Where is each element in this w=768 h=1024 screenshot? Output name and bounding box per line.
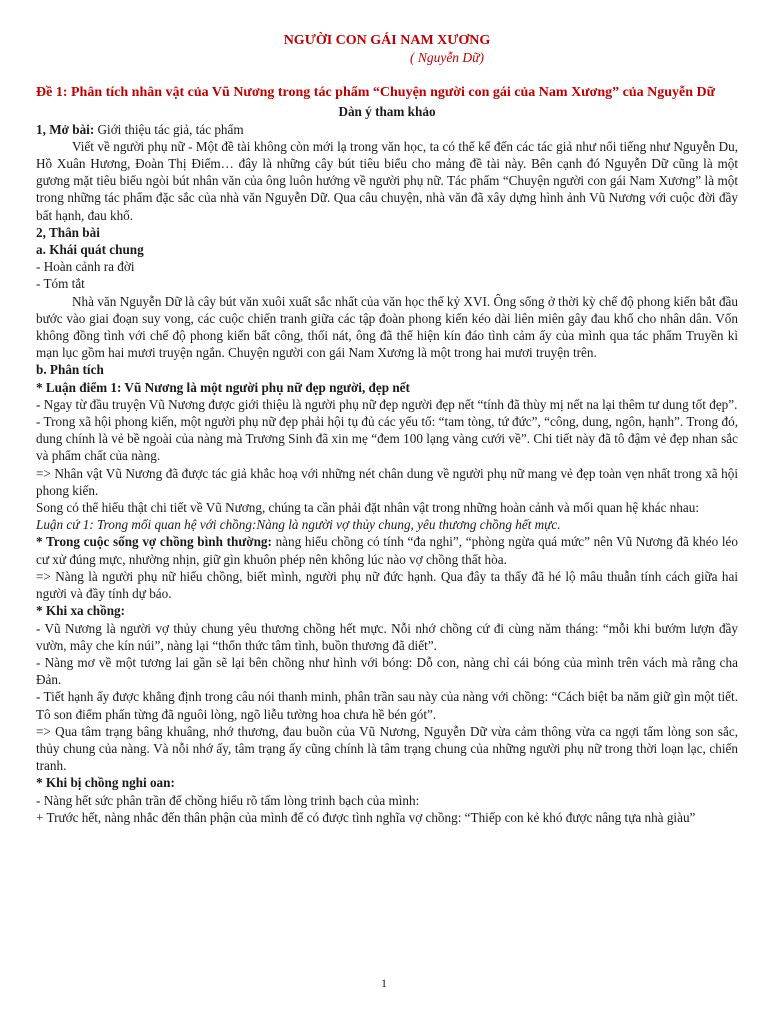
- subheading: * Khi bị chồng nghi oan:: [36, 775, 175, 791]
- document-title: NGƯỜI CON GÁI NAM XƯƠNG: [283, 33, 491, 48]
- paragraph: [36, 533, 738, 567]
- section-heading: b. Phân tích: [36, 362, 104, 378]
- paragraph: Nhà văn Nguyễn Dữ là cây bút văn xuôi xuất sắc nhất của văn học thế kỷ XVI. Ông sống ở thời kỳ chế độ phong kiến bắt đầu bước vào giai đoạn suy vong, các cuộc chiến tranh giữa các tập đoàn phong kiến kéo dài liên miên gây đau khổ cho nhân dân. Vốn không đồng tình với chế độ phong kiến bất công, thối nát, ông đã thể hiện kín đáo tình cảm ấy của mình qua tác phẩm Truyền kì mạn lục gồm hai mươi truyện ngắn. Chuyện người con gái Nam Xương là một trong hai mươi truyện trên.: [36, 293, 738, 361]
- paragraph: + Trước hết, nàng nhắc đến thân phận của mình để có được tình nghĩa vợ chồng: “Thiếp con kẻ khó được nâng tựa nhà giàu”: [36, 809, 696, 825]
- paragraph: - Nàng mơ về một tương lai gần sẽ lại bên chồng như hình với bóng: Dỗ con, nàng chỉ cái bóng của mình trên vách mà rằng cha Đản.: [36, 654, 738, 688]
- essay-prompt: Đề 1: Phân tích nhân vật của Vũ Nương trong tác phẩm “Chuyện người con gái của Nam Xương” của Nguyễn Dữ: [36, 85, 716, 101]
- intro-heading: [36, 121, 738, 138]
- paragraph: - Nàng hết sức phân trần để chồng hiểu rõ tấm lòng trinh bạch của mình:: [36, 792, 420, 808]
- paragraph: => Qua tâm trạng bâng khuâng, nhớ thương, đau buồn của Vũ Nương, Nguyễn Dữ vừa cảm thông vừa ca ngợi tấm lòng son sắc, thủy chung của nàng. Và nỗi nhớ ấy, tâm trạng ấy cũng chính là tâm trạng chung của những người phụ nữ trong thời loạn lạc, chiến tranh.: [36, 723, 738, 774]
- intro-text: Giới thiệu tác giả, tác phẩm: [94, 121, 244, 137]
- list-item: - Tóm tắt: [36, 276, 85, 292]
- paragraph: Song có thể hiểu thật chi tiết về Vũ Nương, chúng ta cần phải đặt nhân vật trong những hoàn cảnh và mối quan hệ khác nhau:: [36, 500, 700, 516]
- paragraph: - Ngay từ đầu truyện Vũ Nương được giới thiệu là người phụ nữ đẹp người đẹp nết “tính đã thùy mị nết na lại thêm tư dung tốt đẹp”.: [36, 396, 738, 412]
- author-line: ( Nguyễn Dữ): [409, 50, 485, 66]
- intro-label: 1, Mở bài:: [36, 121, 95, 137]
- argument-line: Luận cứ 1: Trong mối quan hệ với chồng:Nàng là người vợ thủy chung, yêu thương chồng hết mực.: [36, 517, 561, 533]
- paragraph: Viết về người phụ nữ - Một đề tài không còn mới lạ trong văn học, ta có thể kể đến các tác giả như nổi tiếng như Nguyễn Du, Hồ Xuân Hương, Đoàn Thị Điểm… đây là những cây bút tiêu biểu cho mảng đề tài này. Bên cạnh đó Nguyễn Dữ cũng là một gương mặt tiêu biểu ngòi bút nhân văn của ông luôn hướng về người phụ nữ. Tác phẩm “Chuyện người con gái Nam Xương” là một trong những tác phẩm đặc sắc của nhà văn Nguyễn Dữ. Qua câu chuyện, nhà văn đã xây dựng hình ảnh Vũ Nương với cuộc đời đầy bất hạnh, đau khổ.: [36, 138, 738, 223]
- paragraph: => Nàng là người phụ nữ hiểu chồng, biết mình, người phụ nữ đức hạnh. Qua đây ta thấy đã hé lộ mâu thuẫn tính cách giữa hai người và đầy tính dự báo.: [36, 568, 738, 602]
- document-page: [36, 32, 738, 826]
- paragraph: - Vũ Nương là người vợ thủy chung yêu thương chồng hết mực. Nỗi nhớ chồng cứ đi cùng năm tháng: “mỗi khi bướm lượn đầy vườn, mây che kín núi”, nàng lại “thổn thức tâm tình, buồn thương đã diết”.: [36, 620, 738, 653]
- list-item: - Hoàn cảnh ra đời: [36, 259, 135, 275]
- paragraph: - Tiết hạnh ấy được khẳng định trong câu nói thanh minh, phân trần sau này của nàng với chồng: “Cách biệt ba năm giữ gìn một tiết. Tô son điểm phấn từng đã nguôi lòng, ngõ liễu tường hoa chưa hề bén gót”.: [36, 689, 738, 722]
- outline-title: Dàn ý tham khảo: [338, 104, 436, 120]
- paragraph: - Trong xã hội phong kiến, một người phụ nữ đẹp phải hội tụ đủ các yếu tố: “tam tòng, tứ đức”, “công, dung, ngôn, hạnh”. Trong đó, dung chính là vẻ bề ngoài của nàng mà Trương Sinh đã xin mẹ “đem 100 lạng vàng cưới về”. Chi tiết này đã tô đậm vẻ đẹp nhan sắc và phẩm chất của nàng.: [36, 414, 738, 464]
- subheading: * Khi xa chồng:: [36, 603, 126, 619]
- subheading: * Trong cuộc sống vợ chồng bình thường:: [36, 534, 272, 550]
- page-number: 1: [381, 976, 387, 990]
- paragraph-text: nàng hiểu chồng có tính “đa nghi”, “phòng ngừa quá mức” nên Vũ Nương đã khéo léo cư xử đúng mực, nhường nhịn, giữ gìn khuôn phép nên không lúc nào vợ chồng thất hòa.: [36, 534, 738, 567]
- thesis-heading: * Luận điểm 1: Vũ Nương là một người phụ nữ đẹp người, đẹp nết: [36, 379, 410, 395]
- section-heading: a. Khái quát chung: [36, 242, 144, 258]
- body-heading: 2, Thân bài: [36, 224, 100, 240]
- paragraph: => Nhân vật Vũ Nương đã được tác giả khắc hoạ với những nét chân dung về người phụ nữ mang vẻ đẹp toàn vẹn nhất trong xã hội phong kiến.: [36, 465, 738, 498]
